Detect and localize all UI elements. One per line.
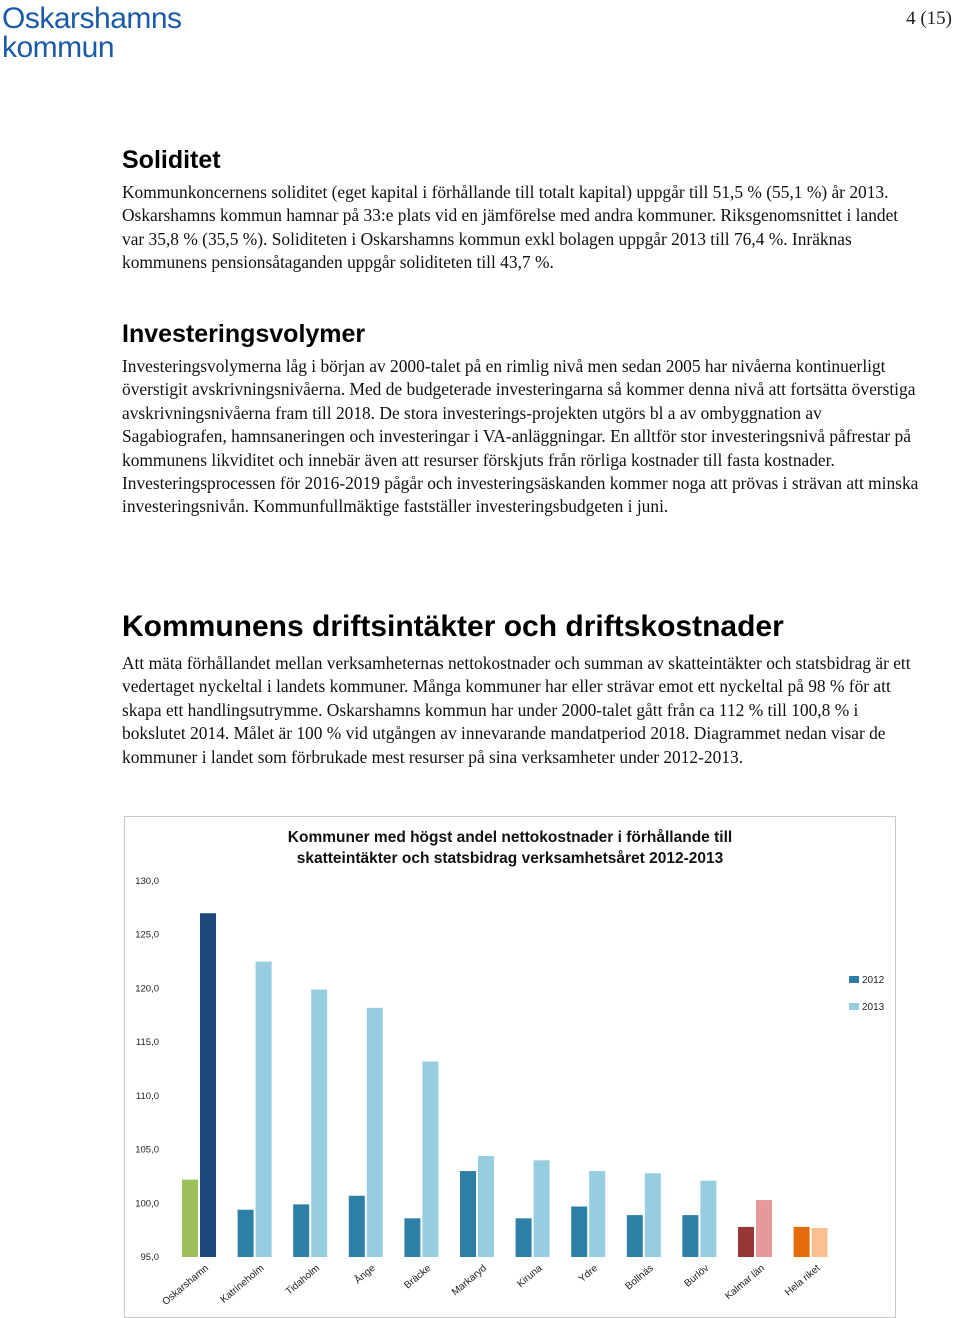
legend-label-2012: 2012: [862, 975, 885, 986]
x-tick-label: Katrineholm: [218, 1262, 267, 1306]
x-tick-label: Kalmar län: [723, 1262, 767, 1303]
x-tick-label: Oskarshamn: [160, 1262, 211, 1308]
bar-2012: [682, 1215, 698, 1257]
logo: [2, 4, 182, 62]
bar-2013: [812, 1228, 828, 1257]
x-tick-label: Bräcke: [402, 1262, 434, 1292]
x-tick-label: Markaryd: [449, 1262, 489, 1299]
heading-investeringsvolymer: Investeringsvolymer: [122, 320, 366, 348]
bar-2013: [700, 1181, 716, 1257]
x-tick-label: Ydre: [576, 1262, 601, 1285]
x-tick-label: Hela riket: [783, 1262, 823, 1299]
chart-title-line-1: Kommuner med högst andel nettokostnader i förhållande till: [287, 829, 733, 846]
bar-2013: [645, 1173, 661, 1257]
page-number: 4 (15): [906, 8, 952, 29]
x-tick-label: Bollnäs: [623, 1262, 656, 1293]
y-tick-label: 120,0: [135, 983, 159, 995]
y-tick-label: 130,0: [135, 876, 159, 887]
y-tick-label: 100,0: [135, 1198, 159, 1210]
paragraph-soliditet: Kommunkoncernens soliditet (eget kapital i förhållande till totalt kapital) uppgår till 51,5 % (55,1 %) år 2013. Oskarshamns kommun hamnar på 33:e plats vid en jämförelse med andra kommuner. Riksgenomsnittet i landet var 35,8 % (35,5 %). Soliditeten i Oskarshamns kommun exkl bolagen uppgår 2013 till 76,4 %. Inräknas kommunens pensionsåtaganden uppgår soliditeten till 43,7 %.: [122, 182, 899, 273]
legend-swatch-2012: [849, 976, 859, 983]
paragraph-investeringsvolymer: Investeringsvolymerna låg i början av 2000-talet på en rimlig nivå men sedan 2005 har nivåerna kontinuerligt överstigit avskrivningsnivåerna. Med de budgeterade investeringarna så kommer denna nivå att fortsätta överstiga avskrivningsnivåerna fram till 2018. De stora investerings-projekten utgörs bl a av ombyggnation av Sagabiografen, hamnsaneringen och investeringar i VA-anläggningar. En alltför stor investeringsnivå påfrestar på kommunens likviditet och innebär även att resurser förskjuts från rörliga kostnader till fasta kostnader. Investeringsprocessen för 2016-2019 pågår och investeringsäskanden kommer noga att prövas i strävan att minska investeringsnivån. Kommunfullmäktige fastställer investeringsbudgeten i juni.: [122, 356, 919, 517]
x-tick-label: Burlöv: [682, 1262, 712, 1290]
legend-swatch-2013: [849, 1003, 859, 1010]
bar-2013: [478, 1156, 494, 1257]
bar-2013: [534, 1160, 550, 1257]
logo-line-1: Oskarshamns: [2, 2, 182, 35]
bar-2013: [311, 990, 327, 1257]
chart-svg: [125, 817, 895, 1317]
bar-2012: [238, 1210, 254, 1257]
bar-2013: [422, 1061, 438, 1257]
bar-2012: [182, 1180, 198, 1257]
bar-2012: [349, 1196, 365, 1257]
heading-soliditet: Soliditet: [122, 146, 221, 174]
y-tick-label: 125,0: [135, 929, 159, 941]
x-tick-label: Kiruna: [515, 1262, 545, 1290]
x-tick-label: Tidaholm: [283, 1262, 323, 1298]
bar-2012: [460, 1171, 476, 1257]
y-tick-label: 95,0: [140, 1252, 159, 1263]
bar-2012: [293, 1204, 309, 1257]
bar-2013: [367, 1008, 383, 1257]
bar-2012: [627, 1215, 643, 1257]
bar-2013: [756, 1200, 772, 1257]
bar-2012: [794, 1227, 810, 1257]
logo-line-2: kommun: [2, 31, 115, 64]
bar-2012: [516, 1218, 532, 1257]
y-tick-label: 110,0: [135, 1090, 159, 1102]
bar-2012: [404, 1218, 420, 1257]
y-tick-label: 115,0: [135, 1037, 159, 1049]
y-tick-label: 105,0: [135, 1144, 159, 1156]
heading-drift: Kommunens driftsintäkter och driftskostnader: [122, 610, 784, 643]
x-tick-label: Ånge: [352, 1262, 378, 1287]
bar-2012: [571, 1207, 587, 1257]
bar-2013: [200, 913, 216, 1257]
bar-2012: [738, 1227, 754, 1257]
legend-label-2013: 2013: [862, 1002, 885, 1013]
bar-2013: [256, 962, 272, 1257]
chart-title-line-2: skatteintäkter och statsbidrag verksamhetsåret 2012-2013: [296, 850, 724, 867]
chart: [124, 816, 896, 1318]
paragraph-drift: Att mäta förhållandet mellan verksamheternas nettokostnader och summan av skatteintäkter och statsbidrag är ett vedertaget nyckeltal i landets kommuner. Många kommuner har eller strävar emot ett nyckeltal på 98 % för att skapa ett handlingsutrymme. Oskarshamns kommun har under 2000-talet gått från ca 112 % till 100,8 % i bokslutet 2014. Målet är 100 % vid utgången av innevarande mandatperiod 2018. Diagrammet nedan visar de kommuner i landet som förbrukade mest resurser på sina verksamheter under 2012-2013.: [122, 653, 911, 767]
bar-2013: [589, 1171, 605, 1257]
